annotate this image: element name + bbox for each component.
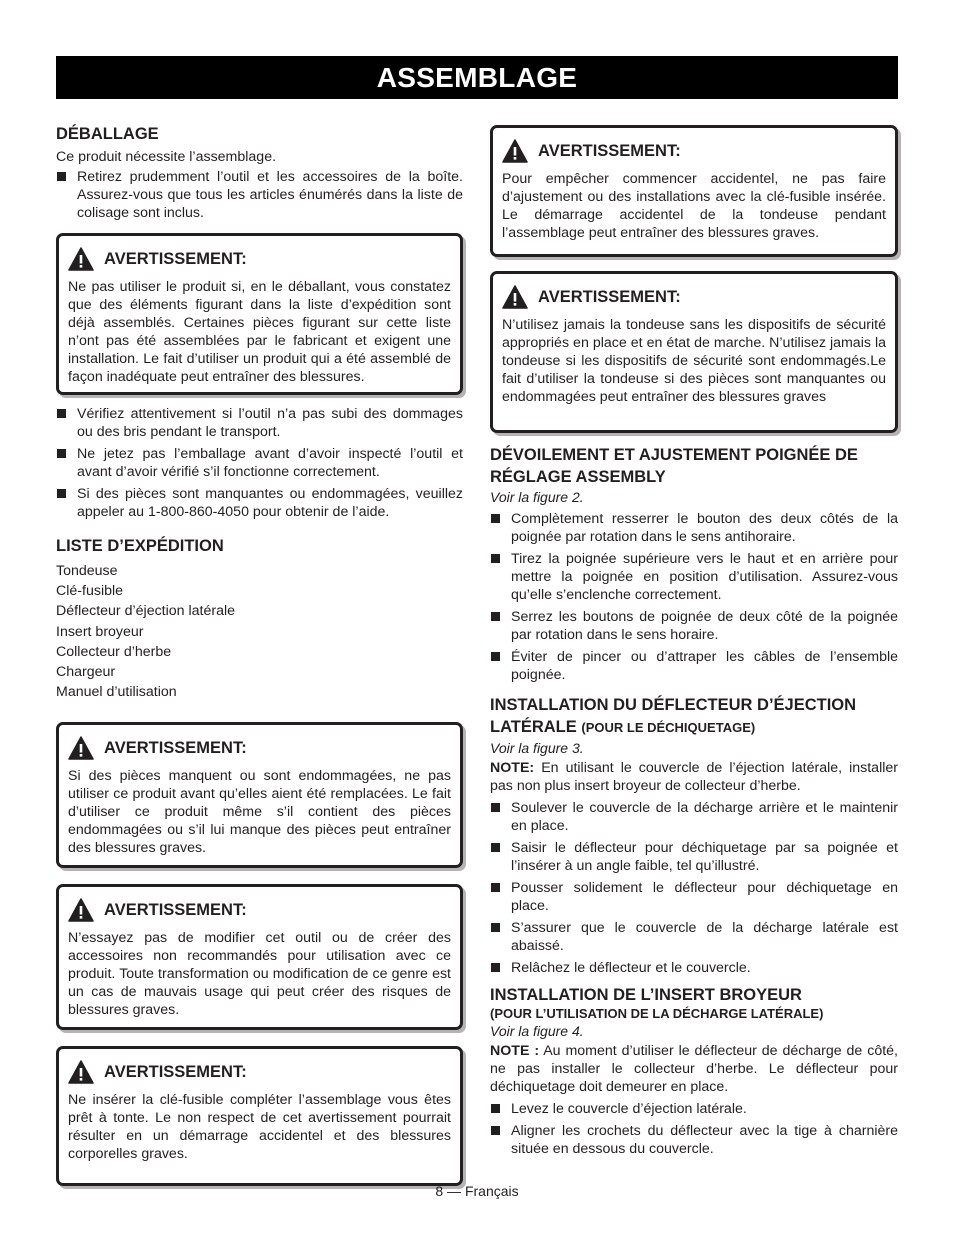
bullet-list	[490, 1100, 898, 1158]
list-item: Chargeur	[56, 664, 116, 681]
warning-triangle-icon	[502, 285, 528, 309]
section-heading-broyeur: INSTALLATION DE L’INSERT BROYEUR	[490, 986, 802, 1004]
bullet-list	[490, 799, 898, 977]
note-label: NOTE:	[490, 760, 535, 776]
warning-box	[56, 233, 463, 395]
figure-reference: Voir la figure 3.	[490, 740, 584, 756]
list-item: Relâchez le déflecteur et le couvercle.	[490, 959, 898, 977]
left-column	[56, 116, 463, 1186]
warning-box	[490, 271, 898, 433]
list-item: Tirez la poignée supérieure vers le haut et en arrière pour mettre la poignée en position d’utilisation. Assurez-vous qu’elle s’enclenche correctement.	[490, 550, 898, 604]
list-item: Clé-fusible	[56, 583, 124, 600]
list-item: Déflecteur d’éjection latérale	[56, 603, 236, 620]
warning-header	[502, 284, 886, 310]
warning-header	[502, 138, 886, 164]
note-text	[490, 1042, 898, 1096]
warning-box	[56, 884, 463, 1030]
warning-text: Pour empêcher commencer accidentel, ne pas faire d’ajustement ou des installations avec la clé-fusible insérée. Le démarrage accidentel de la tondeuse pendant l’assemblage peut entraîner des blessures graves.	[502, 171, 886, 241]
warning-header	[68, 246, 451, 272]
warning-triangle-icon	[68, 898, 94, 922]
bullet-list	[56, 168, 463, 222]
warning-text: Ne pas utiliser le produit si, en le déballant, vous constatez que des éléments figurant dans la liste d’expédition sont déjà assemblés. Certaines pièces figurant sur cette liste n’ont pas été assemblées par le fabricant et exigent une installation. Le fait d’utiliser un produit qui a été assemblé de façon inadéquate peut entraîner des blessures.	[68, 279, 451, 385]
list-item: Saisir le déflecteur pour déchiquetage par sa poignée et l’insérer à un angle faible, tel qu’illustré.	[490, 839, 898, 875]
warning-title: AVERTISSEMENT:	[104, 249, 247, 268]
shipping-list	[56, 561, 463, 702]
bullet-list	[490, 510, 898, 684]
warning-triangle-icon	[68, 736, 94, 760]
right-column	[490, 125, 898, 1158]
list-item: Levez le couvercle d’éjection latérale.	[490, 1100, 898, 1118]
list-item: Ne jetez pas l’emballage avant d’avoir inspecté l’outil et avant d’avoir vérifié s’il fonctionne correctement.	[56, 445, 463, 481]
note-label: NOTE :	[490, 1043, 540, 1059]
section-heading-liste: LISTE D’EXPÉDITION	[56, 537, 224, 555]
figure-reference: Voir la figure 4.	[490, 1023, 584, 1039]
section-subheading: (POUR L’UTILISATION DE LA DÉCHARGE LATÉRALE)	[490, 1006, 824, 1021]
warning-box	[56, 722, 463, 868]
warning-text: Si des pièces manquent ou sont endommagées, ne pas utiliser ce produit avant qu’elles aient été remplacées. Le fait d’utiliser ce produit même s’il contient des pièces endommagées ou s’il lui manque des pièces peut entraîner des blessures graves.	[68, 768, 451, 857]
warning-title: AVERTISSEMENT:	[104, 1062, 247, 1081]
warning-triangle-icon	[68, 247, 94, 271]
warning-header	[68, 735, 451, 761]
warning-header	[68, 897, 451, 923]
page-title: ASSEMBLAGE	[56, 56, 898, 99]
warning-text: N’utilisez jamais la tondeuse sans les dispositifs de sécurité appropriés en place et en état de marche. N’utilisez jamais la tondeuse si les dispositifs de sécurité sont endommagés.Le fait d’utiliser la tondeuse si des pièces sont manquantes ou endommagées peut entraîner des blessures graves	[502, 317, 886, 405]
section-heading-devoilement: DÉVOILEMENT ET AJUSTEMENT POIGNÉE DE RÉGLAGE ASSEMBLY	[490, 446, 858, 486]
warning-header	[68, 1059, 451, 1085]
page-footer: 8 — Français	[435, 1183, 519, 1199]
warning-box	[56, 1046, 463, 1186]
list-item: Retirez prudemment l’outil et les accessoires de la boîte. Assurez-vous que tous les articles énumérés dans la liste de colisage sont inclus.	[56, 168, 463, 222]
note-text	[490, 759, 898, 795]
list-item: Serrez les boutons de poignée de deux côté de la poignée par rotation dans le sens horaire.	[490, 608, 898, 644]
heading-text: INSTALLATION DU DÉFLECTEUR D’ÉJECTION LATÉRALE	[490, 696, 857, 736]
warning-title: AVERTISSEMENT:	[538, 141, 681, 160]
list-item: Éviter de pincer ou d’attraper les câbles de l’ensemble poignée.	[490, 648, 898, 684]
note-body: En utilisant le couvercle de l’éjection latérale, installer pas non plus insert broyeur de collecteur d’herbe.	[490, 760, 898, 794]
warning-box	[490, 125, 898, 257]
list-item: Manuel d’utilisation	[56, 684, 177, 701]
warning-title: AVERTISSEMENT:	[104, 900, 247, 919]
heading-subtext: (POUR LE DÉCHIQUETAGE)	[581, 720, 756, 735]
warning-triangle-icon	[502, 139, 528, 163]
list-item: Si des pièces sont manquantes ou endommagées, veuillez appeler au 1-800-860-4050 pour obtenir de l’aide.	[56, 485, 463, 521]
intro-text: Ce produit nécessite l’assemblage.	[56, 149, 277, 165]
list-item: Insert broyeur	[56, 623, 144, 640]
bullet-list	[56, 405, 463, 521]
list-item: Complètement resserrer le bouton des deux côtés de la poignée par rotation dans le sens antihoraire.	[490, 510, 898, 546]
section-heading-deflecteur	[490, 694, 898, 739]
warning-triangle-icon	[68, 1060, 94, 1084]
warning-title: AVERTISSEMENT:	[104, 738, 247, 757]
note-body: Au moment d’utiliser le déflecteur de décharge de côté, ne pas installer le collecteur d’herbe. Le déflecteur pour déchiquetage doit demeurer en place.	[490, 1043, 898, 1095]
warning-text: Ne insérer la clé-fusible compléter l’assemblage vous êtes prêt à tonte. Le non respect de cet avertissement pourrait résulter en un démarrage accidentel et des blessures corporelles graves.	[68, 1092, 451, 1163]
list-item: Pousser solidement le déflecteur pour déchiquetage en place.	[490, 879, 898, 915]
list-item: Aligner les crochets du déflecteur avec la tige à charnière située en dessous du couvercle.	[490, 1122, 898, 1158]
list-item: Soulever le couvercle de la décharge arrière et le maintenir en place.	[490, 799, 898, 835]
warning-title: AVERTISSEMENT:	[538, 287, 681, 306]
section-heading-deballage: DÉBALLAGE	[56, 125, 159, 143]
list-item: Collecteur d’herbe	[56, 643, 172, 660]
figure-reference: Voir la figure 2.	[490, 489, 584, 505]
list-item: Vérifiez attentivement si l’outil n’a pas subi des dommages ou des bris pendant le transport.	[56, 405, 463, 441]
warning-text: N’essayez pas de modifier cet outil ou de créer des accessoires non recommandés pour utilisation avec ce produit. Toute transformation ou modification de ce genre est un cas de mauvais usage qui peut créer des risques de blessures graves.	[68, 930, 451, 1019]
list-item: Tondeuse	[56, 563, 118, 579]
list-item: S’assurer que le couvercle de la décharge latérale est abaissé.	[490, 919, 898, 955]
